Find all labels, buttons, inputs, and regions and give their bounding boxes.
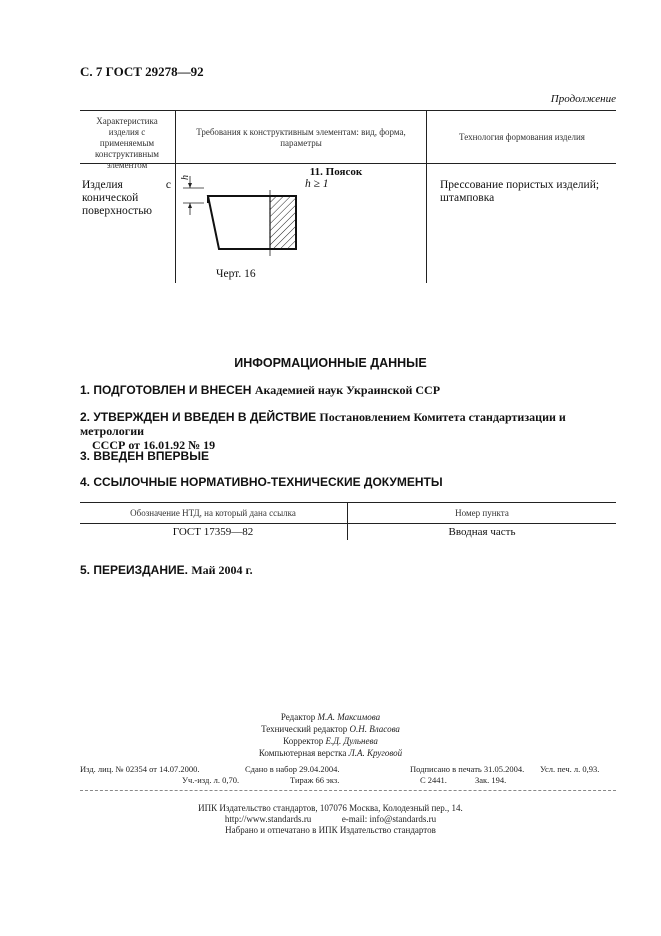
table-top-rule — [80, 110, 616, 111]
publisher-website: http://www.standards.ru — [224, 814, 312, 824]
credit-tech-editor-label: Технический редактор — [261, 724, 348, 734]
info-item-5-body: Май 2004 г. — [191, 563, 253, 577]
info-item-5 — [80, 563, 253, 578]
print-license: Изд. лиц. № 02354 от 14.07.2000. — [80, 764, 200, 774]
print-code: С 2441. — [420, 775, 447, 785]
info-item-2-head: 2. УТВЕРЖДЕН И ВВЕДЕН В ДЕЙСТВИЕ — [80, 410, 317, 424]
credit-editor-name: М.А. Максимова — [317, 712, 381, 722]
credit-layout-label: Компьютерная верстка — [258, 748, 347, 758]
credit-corrector — [200, 735, 461, 747]
credit-corrector-name: Е.Д. Дульнева — [325, 736, 378, 746]
print-edit-sheets: Уч.-изд. л. 0,70. — [182, 775, 240, 785]
col-header-technology: Технология формования изделия — [459, 132, 585, 142]
ref-row-clause: Вводная часть — [448, 526, 516, 538]
credits-block — [200, 711, 461, 759]
continuation-label: Продолжение — [550, 93, 616, 105]
credit-editor — [200, 711, 461, 723]
info-item-3: 3. ВВЕДЕН ВПЕРВЫЕ — [80, 449, 209, 463]
publisher-printed-by: Набрано и отпечатано в ИПК Издательство стандартов — [225, 825, 436, 835]
info-title: ИНФОРМАЦИОННЫЕ ДАННЫЕ — [234, 356, 427, 370]
print-signed-date: Подписано в печать 31.05.2004. — [410, 764, 525, 774]
info-item-1-body: Академией наук Украинской ССР — [254, 383, 441, 397]
figure-caption: Черт. 16 — [216, 268, 256, 280]
info-item-1 — [80, 383, 440, 398]
col-header-characteristic: Характеристика изделия с применяемым конструктивным элементом — [95, 116, 159, 170]
ref-table-top-rule — [80, 502, 616, 503]
info-item-1-head: 1. ПОДГОТОВЛЕН И ВНЕСЕН — [80, 383, 252, 397]
publisher-block — [0, 803, 661, 836]
info-item-2 — [80, 410, 620, 452]
credit-layout — [200, 747, 461, 759]
section-title: 11. Поясок — [309, 166, 363, 178]
row-technology: Прессование пористых изделий; штамповка — [440, 179, 600, 204]
col-header-requirements: Требования к конструктивным элементам: вид, форма, параметры — [196, 127, 406, 148]
table-col-divider-1 — [175, 110, 176, 283]
info-item-2-body-line2: СССР от 16.01.92 № 19 — [92, 438, 216, 452]
print-order: Зак. 194. — [475, 775, 507, 785]
belt-drawing — [180, 172, 310, 257]
credit-tech-editor — [200, 723, 461, 735]
info-item-4: 4. ССЫЛОЧНЫЕ НОРМАТИВНО-ТЕХНИЧЕСКИЕ ДОКУМЕНТЫ — [80, 475, 443, 489]
row-characteristic: Изделия с конической поверхностью — [82, 179, 171, 217]
credit-corrector-label: Корректор — [283, 736, 324, 746]
table-col-divider-2 — [426, 110, 427, 283]
ref-table-header-rule — [80, 523, 616, 524]
info-item-5-head: 5. ПЕРЕИЗДАНИЕ. — [80, 563, 188, 577]
imprint-divider — [80, 790, 616, 791]
ref-col-header-document: Обозначение НТД, на который дана ссылка — [130, 508, 296, 518]
publisher-email: e-mail: info@standards.ru — [341, 814, 437, 824]
publisher-address: ИПК Издательство стандартов, 107076 Москва, Колодезный пер., 14. — [198, 803, 463, 813]
credit-layout-name: Л.А. Круговой — [348, 748, 403, 758]
print-circulation: Тираж 66 экз. — [290, 775, 340, 785]
ref-row-document: ГОСТ 17359—82 — [172, 526, 254, 538]
publisher-contacts — [0, 814, 661, 825]
formula: h ≥ 1 — [305, 178, 329, 190]
print-sheets: Усл. печ. л. 0,93. — [540, 764, 600, 774]
info-item-2-body-line1: Постановлением Комитета стандартизации и метрологии — [80, 410, 566, 438]
dimension-h-label: h — [180, 175, 191, 180]
credit-editor-label: Редактор — [280, 712, 316, 722]
ref-col-header-clause: Номер пункта — [455, 508, 509, 518]
page-title: С. 7 ГОСТ 29278—92 — [80, 64, 204, 79]
credit-tech-editor-name: О.Н. Власова — [349, 724, 400, 734]
print-typeset-date: Сдано в набор 29.04.2004. — [245, 764, 340, 774]
